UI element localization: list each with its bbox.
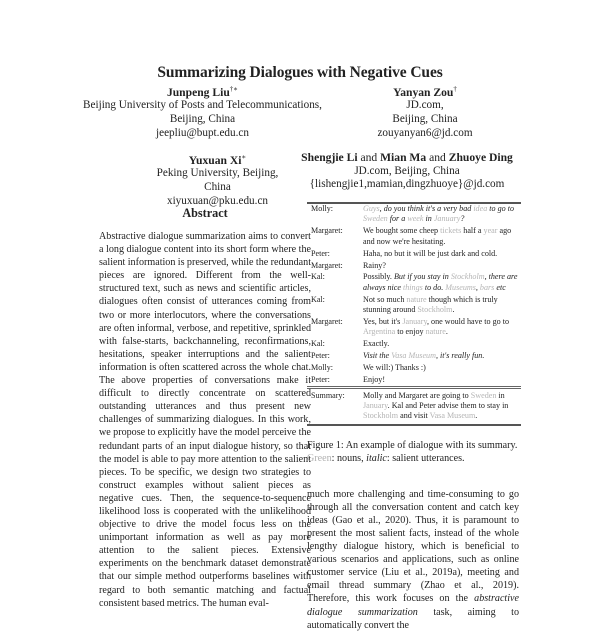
speaker-label: Peter: [311,351,330,361]
legend-green-label: Green [307,452,332,464]
utterance-text: Haha, no but it will be just dark and cold. [363,248,498,258]
abstract-heading: Abstract [182,206,228,220]
figure-caption: Figure 1: An example of dialogue with its summary. Green: nouns, italic: salient utterances. [307,439,518,464]
author-email: zouyanyan6@jd.com [377,126,473,139]
author-email: jeepliu@bupt.edu.cn [156,126,249,139]
author-block-liu [60,83,345,140]
dialogue-row [307,247,521,259]
dialogue-row [307,338,521,350]
author-names: Shengjie Li and Mian Ma and Zhuoye Ding [301,151,513,164]
speaker-label: Molly: [311,363,334,373]
summary-row [307,387,521,425]
abstract-text: Abstractive dialogue summarization aims to convert a long dialogue content into its short form where the salient information is preserved, while the redundant pieces are ignored. Different from the well-structured text, such as news and scientific articles, dialogues often consist of utterances coming from two or more interlocutors, where the conversations are often informal, verbose, and repetitive, sprinkled with false-starts, backchanneling, reconfirmations, hesitations, speaker interruptions and the salient information is often scattered across the whole chat. The above properties of conversations make it difficult to directly concentrate on scattered outstanding utterances and thus present new challenges of summarizing dialogues. In this work, we propose to explicitly have the model perceive the redundant parts of an input dialogue history, so that the model is able to pay more attention to the salient pieces. To be specific, we design two strategies to construct examples without salient pieces as negative cues. Then, the sequence-to-sequence likelihood loss is cooperated with the unlikelihood objective to drive the model focus less on the unimportant information as well as pay more attention to the salient pieces. Extensive experiments on the benchmark dataset demonstrate that our simple method outperforms baselines with regard to both semantic matching and factual consistent based metrics. The human eval- [99,231,311,609]
author-block-jd-group [282,151,532,192]
utterance-text: Not so much nature though which is truly stunning around Stockholm. [363,294,498,315]
paper-title: Summarizing Dialogues with Negative Cues [157,64,443,81]
author-affiliation: JD.com, [406,99,444,112]
utterance-text: Visit the Vasa Museum, it's really fun. [363,351,485,361]
dialogue-row [307,259,521,271]
dialogue-row [307,271,521,293]
utterance-text: Possibly. But if you stay in Stockholm, there are always nice things to do. Museums, bars etc [363,272,518,292]
dialogue-row [307,316,521,338]
author-name: Yuxuan Xi∗ [188,153,247,167]
speaker-label: Peter: [311,248,330,258]
left-column [99,206,311,610]
dialogue-row [307,293,521,315]
utterance-text: Rainy? [363,260,386,270]
author-affiliation: Beijing, China [392,113,458,126]
author-name: Yanyan Zou† [393,85,457,99]
intro-continuation-text: much more challenging and time-consuming to go through all the conversation content and catch key ideas (Gao et al., 2020). Thus, it is paramount to present the most salient facts, instead of the whole lengthy dialogue history, which is beneficial to various scenarios and applications, such as online customer service (Liu et al., 2019a), meeting and email thread summary (Zhao et al., 2019). Therefore, this work focuses on the abstractive dialogue summarization task, aiming to automatically convert the [307,488,520,631]
author-affiliation: Beijing University of Posts and Telecommunications, [83,99,322,112]
author-email: xiyuxuan@pku.edu.cn [166,194,269,207]
dialogue-row [307,362,521,374]
utterance-text: Guys, do you think it's a very bad idea to go to Sweden for a week in January? [363,204,515,224]
speaker-label: Kal: [311,339,325,349]
author-name: Junpeng Liu†∗ [166,85,239,99]
utterance-text: Yes, but it's January, one would have to go to Argentina to enjoy nature. [363,317,510,337]
summary-label: Summary: [307,387,363,425]
dialogue-row [307,225,521,247]
utterance-text: Exactly. [363,339,390,349]
author-block-xi [145,151,290,208]
speaker-label: Margaret: [311,317,343,327]
speaker-label: Margaret: [311,226,343,236]
utterance-text: Enjoy! [363,375,386,385]
dialogue-figure-table [307,202,521,426]
utterance-text: We will:) Thanks :) [363,363,426,373]
author-affiliation: Beijing, China [169,113,236,126]
author-affiliation: JD.com, Beijing, China [354,164,460,177]
dialogue-row [307,350,521,362]
dialogue-row [307,203,521,225]
author-block-zou [345,83,505,140]
speaker-label: Margaret: [311,260,343,270]
author-affiliation: Peking University, Beijing, China [156,167,279,194]
dialogue-row [307,374,521,387]
utterance-text: We bought some cheep tickets half a year ago and now we're hesitating. [363,226,512,246]
speaker-label: Kal: [311,272,325,282]
right-column [307,202,525,632]
author-email: {lishengjie1,mamian,dingzhuoye}@jd.com [309,178,505,191]
speaker-label: Peter: [311,375,330,385]
speaker-label: Molly: [311,204,334,213]
summary-text: Molly and Margaret are going to Sweden in January. Kal and Peter advise them to stay in Stockholm and visit Vasa Museum. [363,387,521,425]
speaker-label: Kal: [311,294,325,304]
